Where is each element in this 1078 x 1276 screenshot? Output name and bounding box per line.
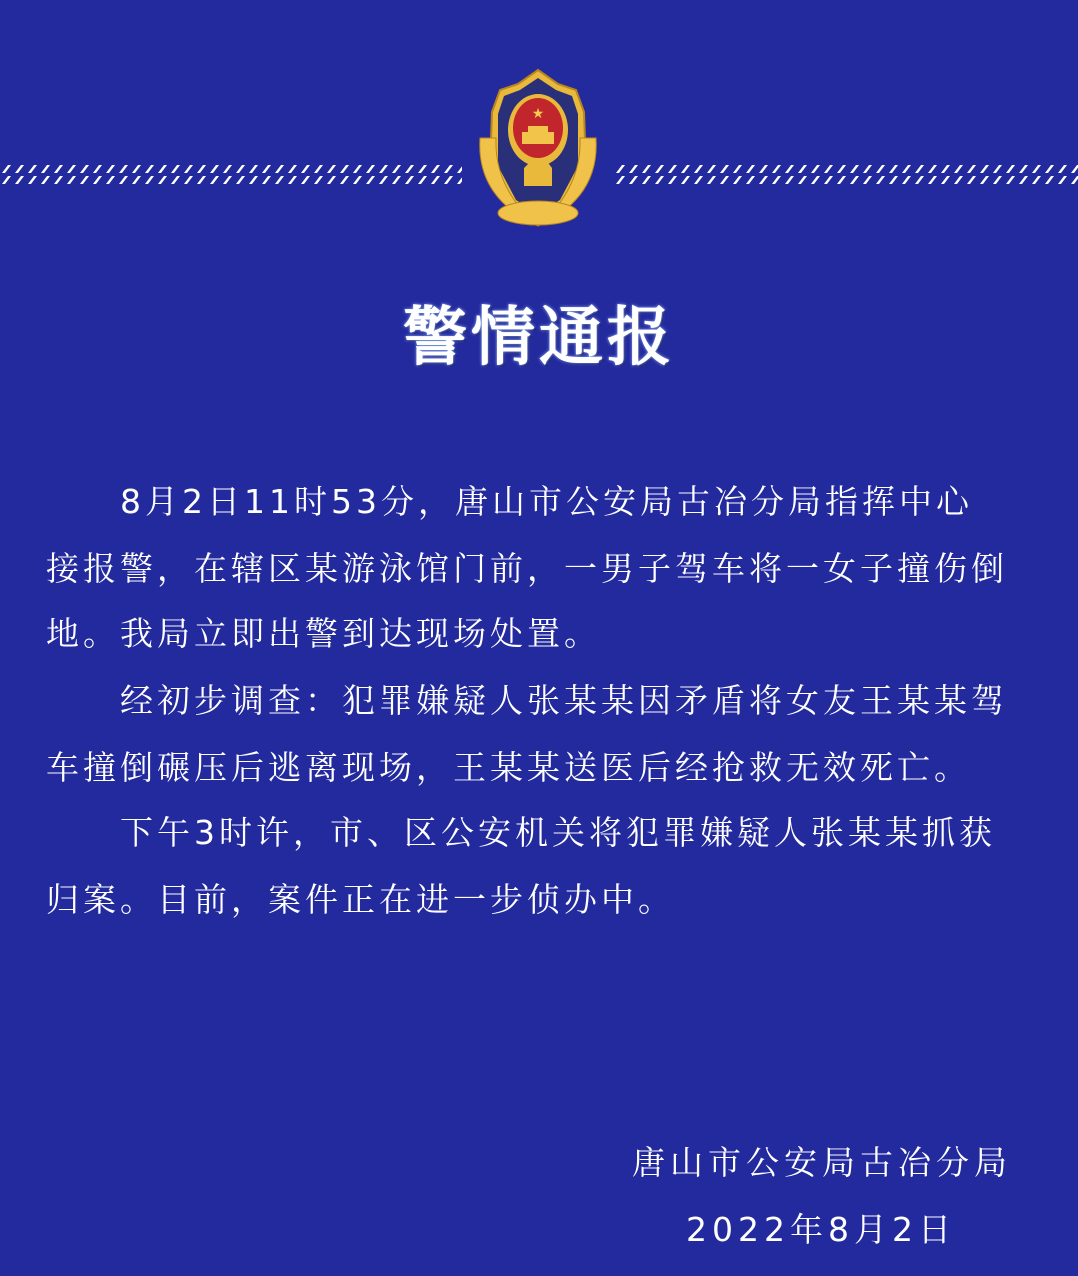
body-line: 下午3时许，市、区公安机关将犯罪嫌疑人张某某抓获 bbox=[120, 813, 996, 852]
body-line: 8月2日11时53分，唐山市公安局古冶分局指挥中心 bbox=[120, 482, 973, 521]
signature-date: 2022年8月2日 bbox=[686, 1210, 956, 1249]
braid-right-decoration bbox=[614, 164, 1078, 186]
body-line: 经初步调查：犯罪嫌疑人张某某因矛盾将女友王某某驾 bbox=[120, 681, 1008, 720]
page-title: 警情通报 bbox=[403, 301, 675, 375]
body-line: 车撞倒碾压后逃离现场，王某某送医后经抢救无效死亡。 bbox=[46, 748, 971, 787]
braid-left-decoration bbox=[0, 164, 462, 186]
signature-org: 唐山市公安局古冶分局 bbox=[632, 1143, 1012, 1182]
svg-text:★: ★ bbox=[531, 106, 545, 122]
body-line: 归案。目前，案件正在进一步侦办中。 bbox=[46, 880, 675, 919]
body-line: 接报警，在辖区某游泳馆门前，一男子驾车将一女子撞伤倒 bbox=[46, 549, 1008, 588]
body-line: 地。我局立即出警到达现场处置。 bbox=[46, 614, 601, 653]
police-emblem-icon bbox=[466, 68, 610, 228]
